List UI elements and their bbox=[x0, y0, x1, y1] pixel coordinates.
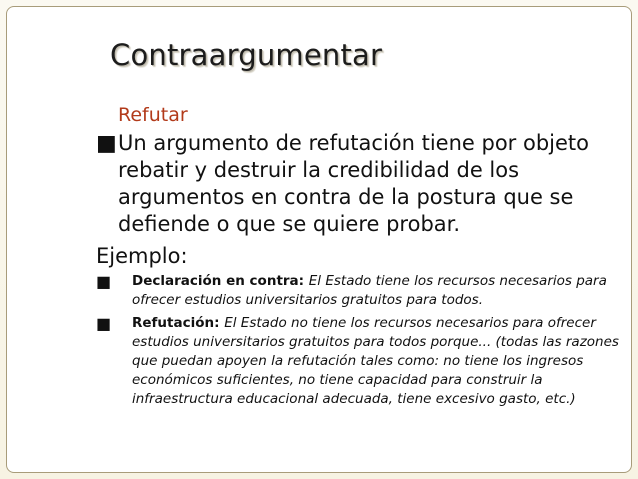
example-heading: Ejemplo: bbox=[96, 244, 188, 268]
slide-title: Contraargumentar bbox=[110, 38, 383, 72]
main-paragraph-text: Un argumento de refutación tiene por objeto rebatir y destruir la credibilidad de los argumentos en contra de la postura que se defiende o que se quiere probar. bbox=[118, 131, 590, 236]
bullet-icon: ■ bbox=[96, 272, 112, 291]
main-paragraph bbox=[96, 130, 626, 238]
slide-subtitle: Refutar bbox=[118, 104, 188, 126]
item-label: Declaración en contra: bbox=[132, 273, 309, 289]
list-item bbox=[96, 272, 626, 310]
item-label: Refutación: bbox=[132, 315, 225, 331]
bullet-icon: ■ bbox=[96, 131, 117, 156]
slide-content bbox=[96, 104, 626, 413]
list-item bbox=[96, 314, 626, 409]
item-text: El Estado no tiene los recursos necesarios para ofrecer estudios universitarios gratuitos para todos porque... (todas las razones que puedan apoyen la refutación tales como: no tiene los ingresos económicos suficientes, no tiene capacidad para construir la infraestructura educacional adecuada, tiene excesivo gasto, etc.) bbox=[132, 315, 619, 407]
bullet-icon: ■ bbox=[96, 314, 112, 333]
item-text: El Estado tiene los recursos necesarios para ofrecer estudios universitarios gratuitos para todos. bbox=[132, 273, 607, 308]
